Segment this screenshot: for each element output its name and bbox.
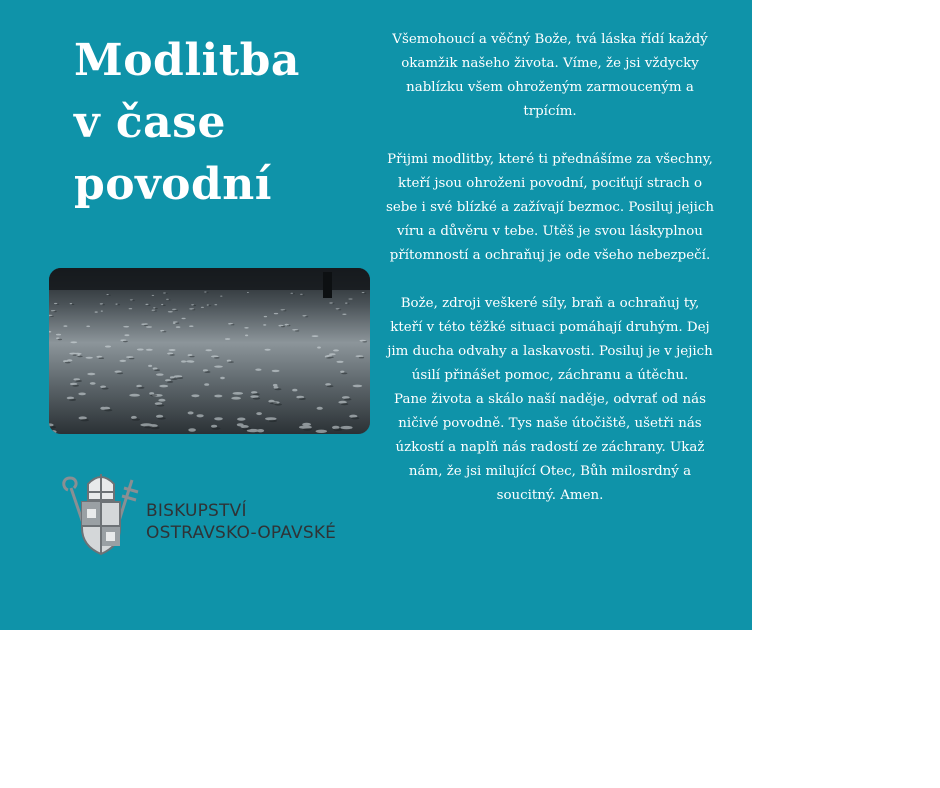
diocese-name	[146, 500, 336, 544]
prayer-text	[384, 28, 716, 508]
diocese-logo	[58, 466, 368, 558]
prayer-paragraph-4: Pane života a skálo naší naděje, odvrať od nás ničivé povodně. Tys naše útočiště, ušetři nás úzkostí a naplň nás radostí ze záchrany. Ukaž nám, že jsi milující Otec, Bůh milosrdný a soucitný. Amen.	[394, 392, 706, 503]
title-line-3: povodní	[74, 159, 272, 210]
page-title	[74, 30, 300, 216]
rain-puddle-image	[49, 268, 370, 434]
prayer-paragraph-1: Všemohoucí a věčný Bože, tvá láska řídí každý okamžik našeho života. Víme, že jsi vždycky nablízku všem ohroženým zarmouceným a trpícím.	[392, 32, 708, 119]
prayer-paragraph-3: Bože, zdroji veškeré síly, braň a ochraňuj ty, kteří v této těžké situaci pomáhají druhým. Dej jim ducha odvahy a laskavosti. Posiluj je v jejich úsilí přinášet pomoc, záchranu a útěchu.	[387, 296, 713, 383]
title-line-1: Modlitba	[74, 35, 300, 86]
prayer-paragraph-2: Přijmi modlitby, které ti přednášíme za všechny, kteří jsou ohroženi povodní, pociťují strach o sebe i své blízké a zažívají bezmoc. Posiluj jejich víru a důvěru v tebe. Utěš je svou láskyplnou přítomností a ochraňuj je ode všeho nebezpečí.	[385, 152, 714, 263]
diocese-name-line-1: BISKUPSTVÍ	[146, 501, 247, 521]
diocese-coat-of-arms-icon	[58, 466, 144, 556]
title-line-2: v čase	[74, 97, 226, 148]
diocese-name-line-2: OSTRAVSKO-OPAVSKÉ	[146, 523, 337, 543]
